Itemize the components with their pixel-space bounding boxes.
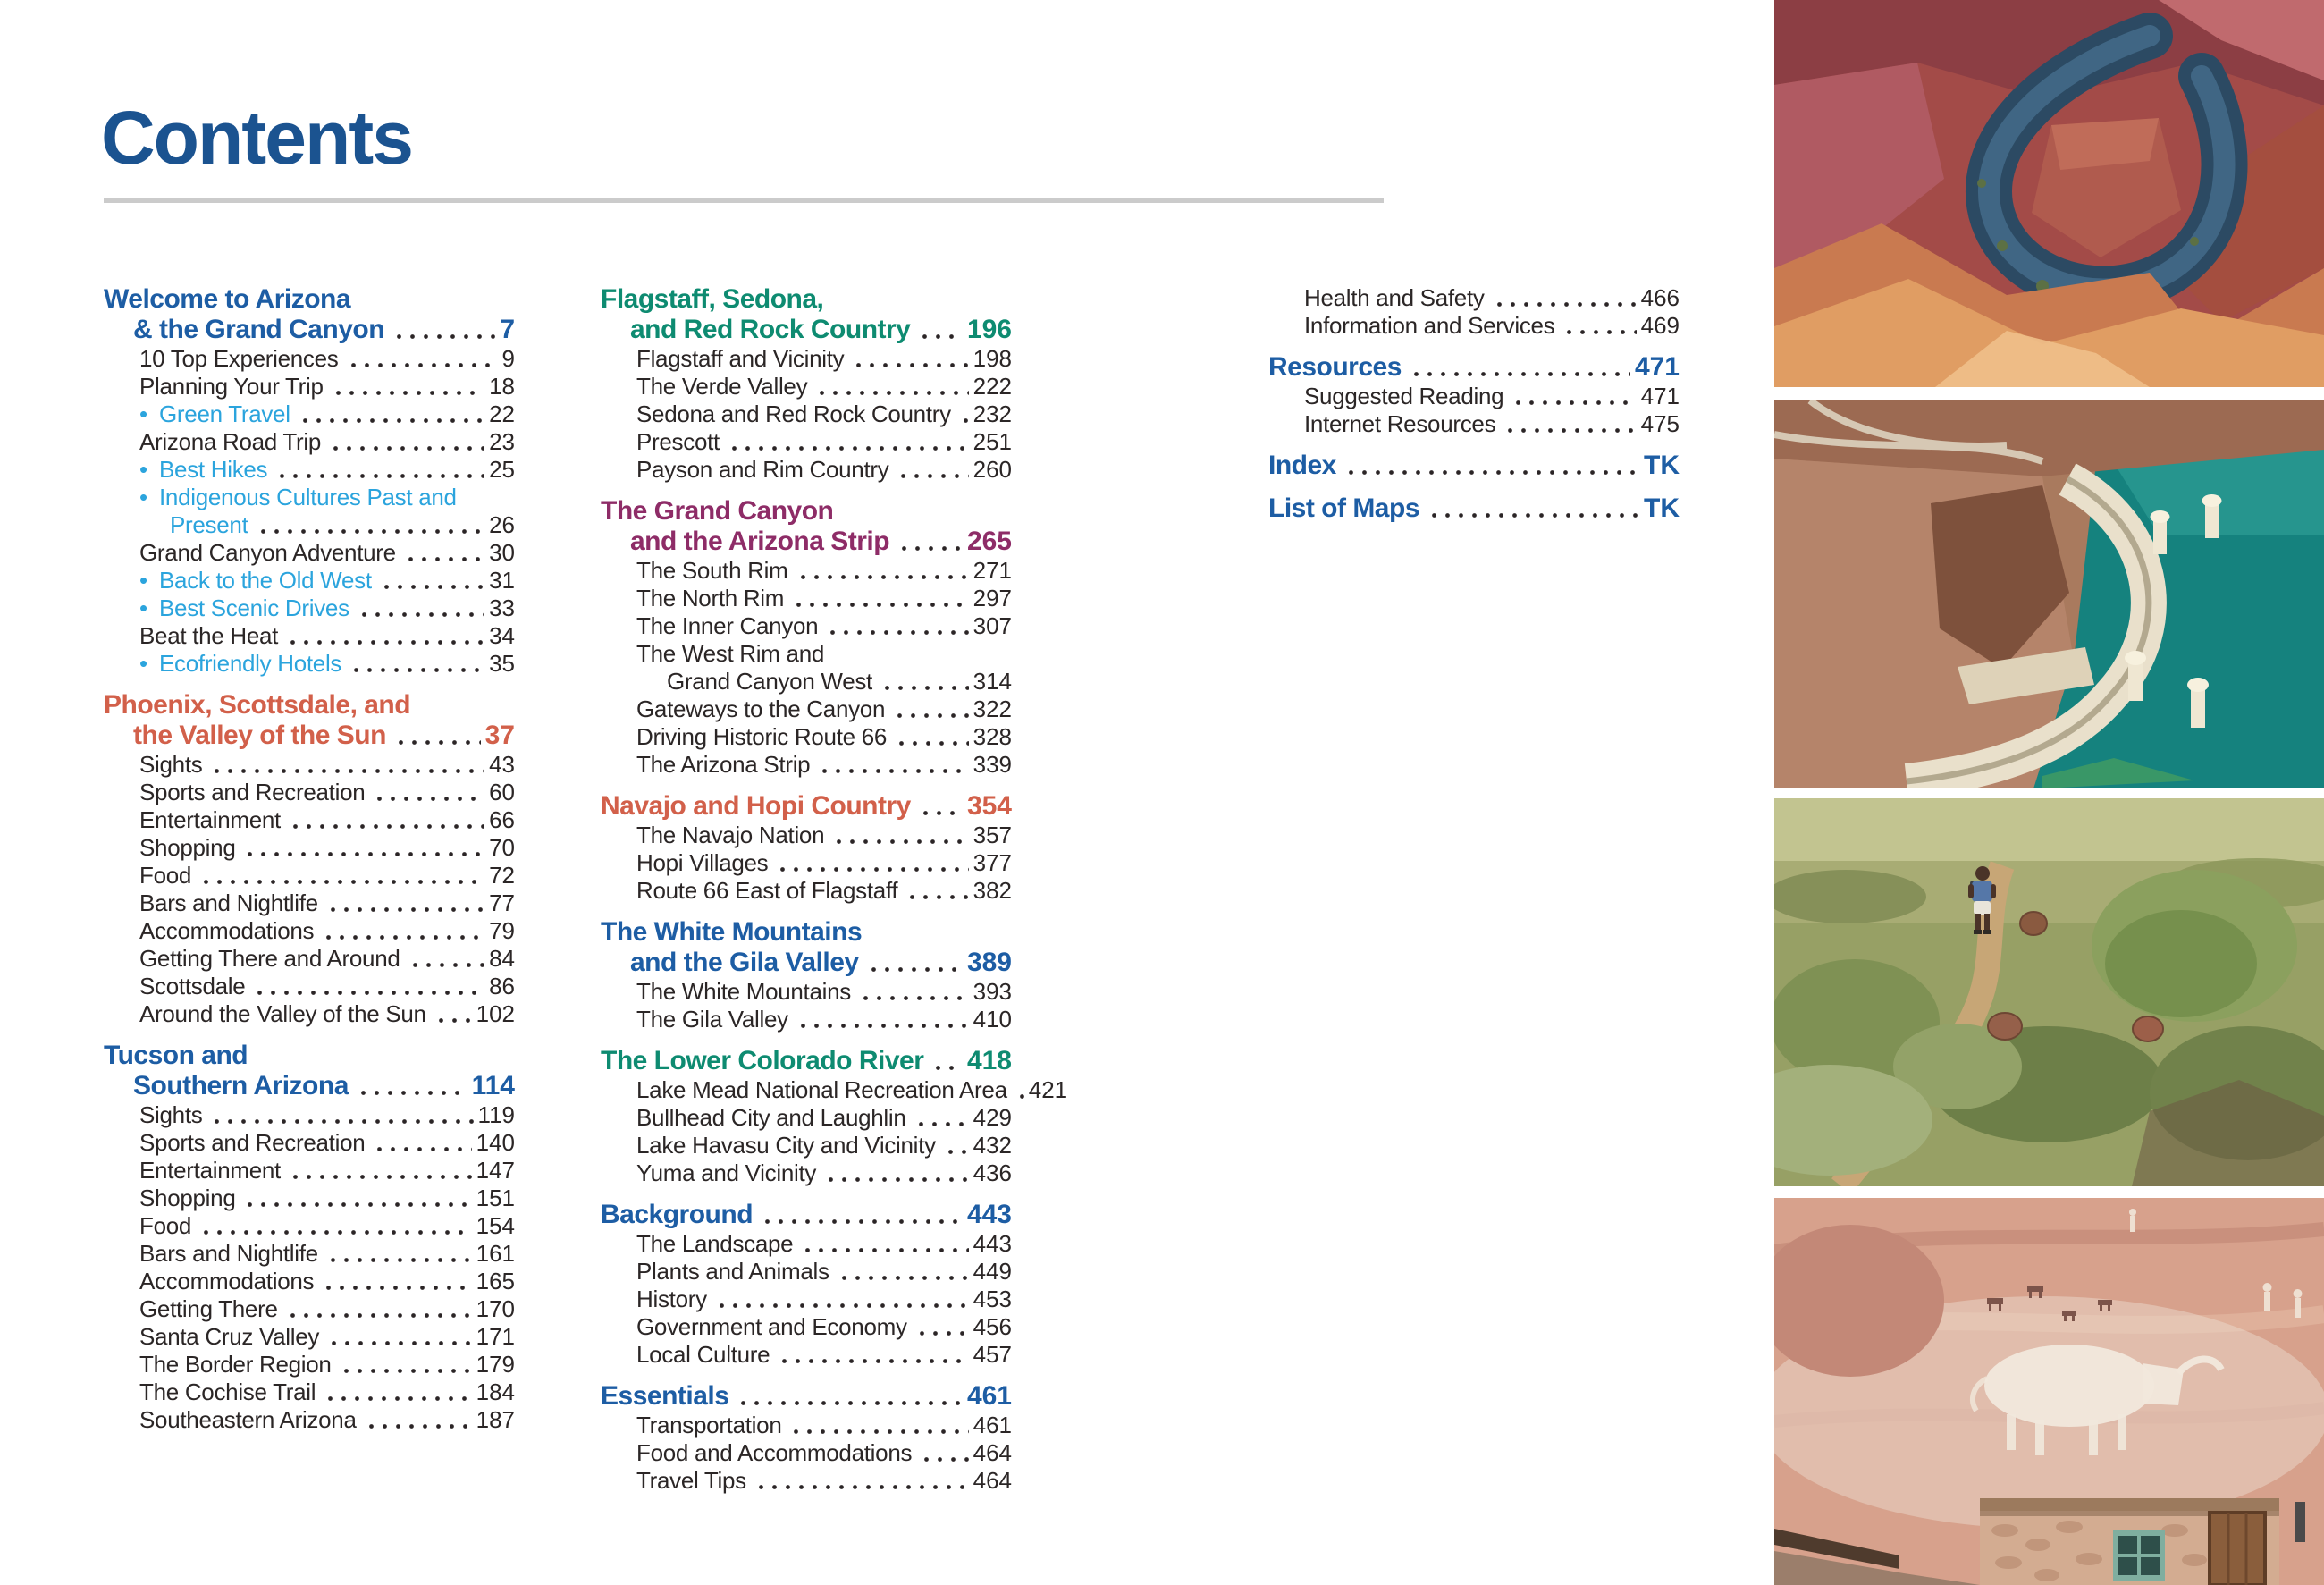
toc-section [1268,352,1680,438]
toc-entry: Bars and Nightlife 77 [139,889,515,916]
toc-section [601,496,1012,779]
toc-entry: Sights 119 [139,1101,515,1128]
bullet-icon: • [139,650,147,677]
toc-entry: The Navajo Nation 357 [636,822,1012,848]
toc-entry: • Best Hikes 25 [139,456,515,483]
toc-section-heading: the Valley of the Sun 37 [133,721,515,750]
toc-entry: Hopi Villages 377 [636,849,1012,876]
toc-entry: Santa Cruz Valley 171 [139,1323,515,1350]
toc-entry: • Best Scenic Drives 33 [139,594,515,621]
toc-entry: Flagstaff and Vicinity 198 [636,345,1012,372]
toc-entry: The Cochise Trail 184 [139,1378,515,1405]
toc-section [601,917,1012,1033]
toc-entry: Information and Services 469 [1304,312,1680,339]
toc-entry: Accommodations 79 [139,917,515,944]
photo-horseshoe-bend [1774,0,2324,387]
toc-entry: Government and Economy 456 [636,1313,1012,1340]
toc-entry: Food 72 [139,862,515,889]
toc-section [104,284,515,678]
toc-section-title-line: The White Mountains [601,917,863,947]
toc-section [1268,284,1680,340]
toc-section [1268,451,1680,481]
toc-entry: Lake Havasu City and Vicinity 432 [636,1132,1012,1159]
toc-entry: Health and Safety 466 [1304,284,1680,311]
toc-section-title-line: Phoenix, Scottsdale, and [104,690,411,720]
toc-entry: Lake Mead National Recreation Area 421 [636,1076,1068,1103]
toc-entry: Beat the Heat 34 [139,622,515,649]
toc-section [601,1381,1012,1495]
toc-entry: Food 154 [139,1212,515,1239]
toc-entry: Food and Accommodations 464 [636,1439,1012,1466]
toc-section [104,690,515,1028]
toc-section-title-line: Tucson and [104,1041,248,1070]
toc-entry: The North Rim 297 [636,585,1012,611]
toc-entry: Grand Canyon West 314 [667,668,1012,695]
toc-entry: Bars and Nightlife 161 [139,1240,515,1267]
toc-entry: Shopping 70 [139,834,515,861]
toc-entry: Arizona Road Trip 23 [139,428,515,455]
toc-entry: Transportation 461 [636,1412,1012,1438]
photo-rock-art-dwelling [1774,1198,2324,1585]
bullet-icon: • [139,484,147,510]
toc-section-heading: and the Arizona Strip 265 [630,527,1012,556]
toc-entry: Local Culture 457 [636,1341,1012,1368]
toc-entry: The Arizona Strip 339 [636,751,1012,778]
toc-entry: Getting There and Around 84 [139,945,515,972]
toc-section-heading: Index TK [1268,451,1680,480]
toc-column-1 [104,284,515,1434]
toc-section-heading: and the Gila Valley 389 [630,948,1012,977]
title-rule [104,198,1384,203]
toc-entry: Yuma and Vicinity 436 [636,1159,1012,1186]
toc-entry: • Green Travel 22 [139,400,515,427]
bullet-icon: • [139,400,147,427]
toc-entry: Present 26 [170,511,515,538]
toc-section-heading: and Red Rock Country 196 [630,315,1012,344]
bullet-icon: • [139,456,147,483]
toc-entry: Southeastern Arizona 187 [139,1406,515,1433]
toc-entry: History 453 [636,1286,1012,1312]
toc-entry: Route 66 East of Flagstaff 382 [636,877,1012,904]
page-title: Contents [101,96,412,180]
toc-section [601,1046,1068,1187]
toc-entry: Planning Your Trip 18 [139,373,515,400]
toc-section [601,284,1012,484]
toc-entry: Prescott 251 [636,428,1012,455]
toc-column-2 [601,284,1068,1495]
toc-entry: Plants and Animals 449 [636,1258,1012,1285]
toc-entry: • Back to the Old West 31 [139,567,515,594]
toc-entry: Travel Tips 464 [636,1467,1012,1494]
toc-entry: The White Mountains 393 [636,978,1012,1005]
toc-section-title-line: The Grand Canyon [601,496,834,526]
toc-entry: Gateways to the Canyon 322 [636,696,1012,722]
toc-section-heading: Navajo and Hopi Country 354 [601,791,1012,821]
toc-section [1268,493,1680,524]
wooden-door [2210,1513,2265,1585]
toc-section-heading: List of Maps TK [1268,493,1680,523]
toc-entry: Payson and Rim Country 260 [636,456,1012,483]
toc-entry: Sports and Recreation 140 [139,1129,515,1156]
toc-section-title-line: Flagstaff, Sedona, [601,284,824,314]
toc-section [601,1200,1012,1369]
toc-entry: Sports and Recreation 60 [139,779,515,805]
toc-entry: The Border Region 179 [139,1351,515,1378]
toc-entry: Bullhead City and Laughlin 429 [636,1104,1012,1131]
toc-entry: • Ecofriendly Hotels 35 [139,650,515,677]
toc-entry: Sights 43 [139,751,515,778]
bullet-icon: • [139,594,147,621]
toc-column-3 [1268,284,1680,524]
bullet-icon: • [139,567,147,594]
toc-section-heading: The Lower Colorado River 418 [601,1046,1012,1075]
toc-entry: The West Rim and [636,640,825,667]
horseshoe-bend-illustration [1774,0,2324,387]
toc-entry: Suggested Reading 471 [1304,383,1680,409]
toc-section [601,791,1012,905]
toc-section-heading: Essentials 461 [601,1381,1012,1411]
toc-section-heading: Southern Arizona 114 [133,1071,515,1100]
rock-art-illustration [1774,1198,2324,1585]
toc-entry: • Indigenous Cultures Past and [139,484,457,510]
photo-hoover-dam [1774,400,2324,788]
stone-dwelling [1980,1498,2305,1585]
toc-entry: Accommodations 165 [139,1268,515,1294]
photo-desert-hiker [1774,798,2324,1186]
stovepipe [2295,1502,2305,1542]
toc-entry: Entertainment 147 [139,1157,515,1184]
toc-entry: The Verde Valley 222 [636,373,1012,400]
toc-entry: The South Rim 271 [636,557,1012,584]
toc-entry: The Landscape 443 [636,1230,1012,1257]
toc-entry: Getting There 170 [139,1295,515,1322]
toc-entry: Sedona and Red Rock Country 232 [636,400,1012,427]
toc-entry: The Gila Valley 410 [636,1006,1012,1033]
toc-entry: 10 Top Experiences 9 [139,345,515,372]
toc-entry: Driving Historic Route 66 328 [636,723,1012,750]
toc-section-title-line: Welcome to Arizona [104,284,351,314]
toc-section [104,1041,515,1434]
toc-entry: Grand Canyon Adventure 30 [139,539,515,566]
toc-section-heading: & the Grand Canyon 7 [133,315,515,344]
toc-entry: Around the Valley of the Sun 102 [139,1000,515,1027]
toc-entry: The Inner Canyon 307 [636,612,1012,639]
toc-entry: Shopping 151 [139,1185,515,1211]
toc-section-heading: Background 443 [601,1200,1012,1229]
toc-entry: Entertainment 66 [139,806,515,833]
toc-entry: Scottsdale 86 [139,973,515,999]
hoover-dam-illustration [1774,400,2324,788]
toc-entry: Internet Resources 475 [1304,410,1680,437]
desert-hiker-illustration [1774,798,2324,1186]
toc-section-heading: Resources 471 [1268,352,1680,382]
